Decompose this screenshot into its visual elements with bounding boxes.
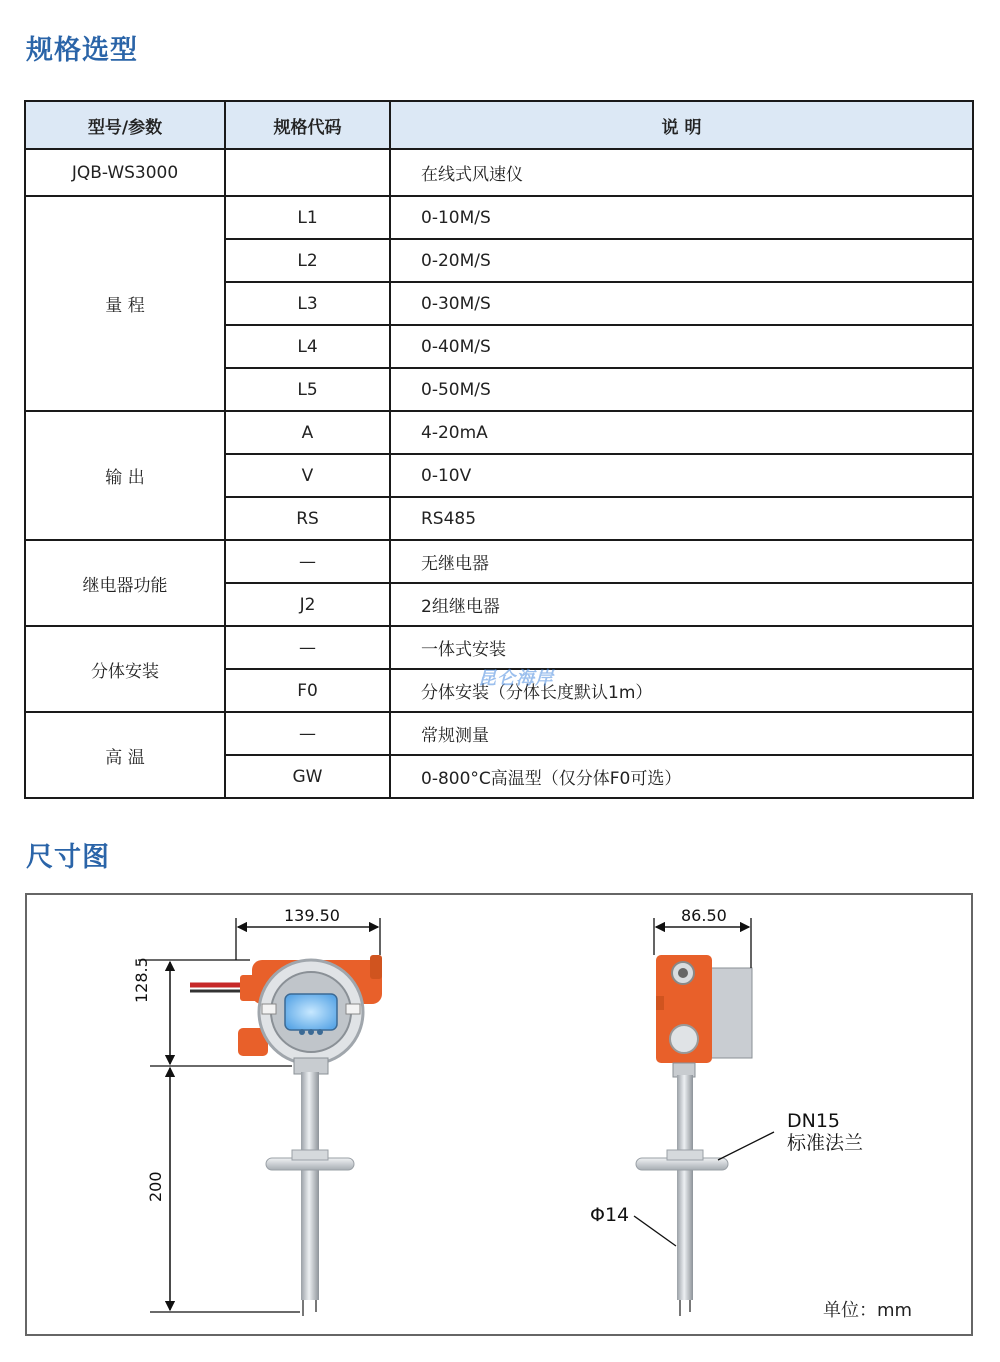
desc-cell: 2组继电器 bbox=[390, 583, 973, 626]
side-cover bbox=[708, 968, 752, 1058]
probe-rod bbox=[301, 1072, 319, 1300]
group-split: 分体安装 bbox=[25, 626, 225, 712]
code-cell: F0 bbox=[225, 669, 390, 712]
section-title-spec: 规格选型 bbox=[26, 35, 138, 66]
side-probe-rod bbox=[677, 1075, 693, 1300]
model-cell: JQB-WS3000 bbox=[25, 149, 225, 196]
flange-label-line2: 标准法兰 bbox=[787, 1132, 864, 1154]
flange-label-line1: DN15 bbox=[787, 1110, 841, 1132]
desc-cell: 常规测量 bbox=[390, 712, 973, 755]
watermark-logo: 昆仑海岸 bbox=[478, 668, 554, 689]
desc-cell: 0-800°C高温型（仅分体F0可选） bbox=[390, 755, 973, 798]
lcd-display bbox=[285, 994, 337, 1030]
side-view bbox=[636, 955, 752, 1316]
dim-probe-height-text: 200 bbox=[146, 1171, 165, 1202]
code-cell: L4 bbox=[225, 325, 390, 368]
code-cell: — bbox=[225, 712, 390, 755]
desc-cell: 一体式安装 bbox=[390, 626, 973, 669]
code-cell: L2 bbox=[225, 239, 390, 282]
dim-front-width: 139.50 bbox=[284, 906, 340, 925]
group-range: 量 程 bbox=[25, 196, 225, 411]
section-title-dimension: 尺寸图 bbox=[26, 842, 110, 873]
desc-cell: 0-10V bbox=[390, 454, 973, 497]
unit-label: 单位：mm bbox=[823, 1300, 913, 1321]
flange-label bbox=[787, 1110, 863, 1154]
desc-cell: 0-30M/S bbox=[390, 282, 973, 325]
desc-cell: 0-40M/S bbox=[390, 325, 973, 368]
desc-cell: 0-50M/S bbox=[390, 368, 973, 411]
code-cell: V bbox=[225, 454, 390, 497]
dim-head-height bbox=[132, 943, 151, 1003]
desc-cell: 4-20mA bbox=[390, 411, 973, 454]
dim-head-height-text: 128.5 bbox=[132, 957, 151, 1003]
desc-cell: 无继电器 bbox=[390, 540, 973, 583]
code-cell: L1 bbox=[225, 196, 390, 239]
header-code: 规格代码 bbox=[225, 101, 390, 149]
code-cell: L3 bbox=[225, 282, 390, 325]
code-cell: J2 bbox=[225, 583, 390, 626]
code-cell: — bbox=[225, 540, 390, 583]
code-cell: — bbox=[225, 626, 390, 669]
header-model: 型号/参数 bbox=[25, 101, 225, 149]
desc-cell: 0-20M/S bbox=[390, 239, 973, 282]
code-cell: RS bbox=[225, 497, 390, 540]
code-cell: L5 bbox=[225, 368, 390, 411]
group-relay: 继电器功能 bbox=[25, 540, 225, 626]
code-cell: A bbox=[225, 411, 390, 454]
front-view bbox=[190, 955, 382, 1316]
group-hightemp: 高 温 bbox=[25, 712, 225, 798]
header-desc: 说 明 bbox=[390, 101, 973, 149]
desc-cell: 0-10M/S bbox=[390, 196, 973, 239]
group-output: 输 出 bbox=[25, 411, 225, 540]
desc-cell: RS485 bbox=[390, 497, 973, 540]
probe-diameter-label: Φ14 bbox=[590, 1204, 630, 1226]
desc-cell: 分体安装（分体长度默认1m） bbox=[390, 669, 973, 712]
dim-probe-height bbox=[146, 1162, 165, 1202]
dim-side-width: 86.50 bbox=[681, 906, 727, 925]
code-cell: GW bbox=[225, 755, 390, 798]
model-desc-cell: 在线式风速仪 bbox=[390, 149, 973, 196]
